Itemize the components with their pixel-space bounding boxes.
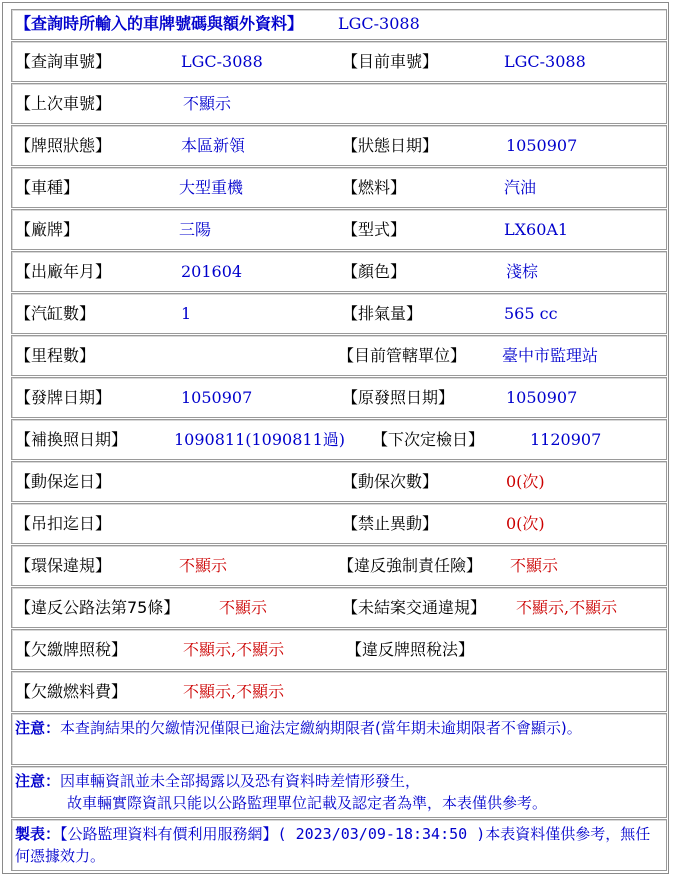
- label-brand: 【廠牌】: [15, 220, 80, 239]
- label-vehicle-type: 【車種】: [15, 178, 80, 197]
- header-row: [11, 9, 667, 40]
- note-producer-text: [15, 823, 663, 867]
- value-previous-plate: 不顯示: [183, 94, 232, 113]
- note-disclaimer: [11, 766, 667, 818]
- value-insurance-violation: 不顯示: [510, 556, 559, 575]
- value-original-license-date: 1050907: [506, 388, 578, 407]
- row-license-status: [11, 125, 667, 166]
- row-reissue-date: [11, 419, 667, 460]
- note-arrears: [11, 713, 667, 765]
- value-cylinders: 1: [181, 304, 192, 323]
- row-lien-end: [11, 461, 667, 502]
- value-status-date: 1050907: [506, 136, 578, 155]
- value-highway-act-violation: 不顯示: [219, 598, 268, 617]
- value-vehicle-type: 大型重機: [179, 178, 244, 197]
- value-reissue-date: 1090811(1090811過): [174, 430, 346, 449]
- label-cylinders: 【汽缸數】: [15, 304, 96, 323]
- label-fuel: 【燃料】: [342, 178, 407, 197]
- label-issue-date: 【發牌日期】: [15, 388, 112, 407]
- value-environment-violation: 不顯示: [179, 556, 228, 575]
- note-producer-body: 本表資料僅供參考，無任何憑據效力。: [15, 825, 651, 865]
- row-previous-plate: [11, 83, 667, 124]
- note-disclaimer-line1: 因車輛資訊並未全部揭露以及恐有資料時差情形發生，: [60, 772, 421, 790]
- row-mileage: [11, 335, 667, 376]
- note-disclaimer-text: [15, 770, 663, 814]
- value-open-traffic-violation: 不顯示,不顯示: [516, 598, 618, 617]
- label-model: 【型式】: [342, 220, 407, 239]
- value-color: 淺棕: [506, 262, 539, 281]
- label-lien-end: 【動保迄日】: [15, 472, 112, 491]
- label-insurance-violation: 【違反強制責任險】: [338, 556, 483, 575]
- value-unpaid-fuel-fee: 不顯示,不顯示: [183, 682, 285, 701]
- value-displacement: 565 cc: [504, 304, 558, 323]
- note-disclaimer-line2: 故車輛實際資訊只能以公路監理單位記載及認定者為準，本表僅供參考。: [67, 794, 548, 812]
- value-jurisdiction: 臺中市監理站: [502, 346, 599, 365]
- value-license-status: 本區新領: [181, 136, 246, 155]
- label-reissue-date: 【補換照日期】: [15, 430, 128, 449]
- row-unpaid-license-tax: [11, 629, 667, 670]
- label-status-date: 【狀態日期】: [342, 136, 439, 155]
- note-producer: [11, 819, 667, 871]
- value-unpaid-license-tax: 不顯示,不顯示: [183, 640, 285, 659]
- header-plate: LGC-3088: [338, 14, 420, 33]
- row-unpaid-fuel-fee: [11, 671, 667, 712]
- note-disclaimer-key: 注意：: [15, 772, 61, 790]
- label-mileage: 【里程數】: [15, 346, 96, 365]
- label-jurisdiction: 【目前管轄單位】: [338, 346, 467, 365]
- value-fuel: 汽油: [504, 178, 537, 197]
- note-arrears-body: 本查詢結果的欠繳情況僅限已逾法定繳納期限者(當年期未逾期限者不會顯示)。: [60, 719, 582, 737]
- note-producer-timestamp: ( 2023/03/09-18:34:50 ): [277, 825, 486, 843]
- row-environment-violation: [11, 545, 667, 586]
- label-highway-act-violation: 【違反公路法第75條】: [15, 598, 180, 617]
- label-environment-violation: 【環保違規】: [15, 556, 112, 575]
- note-arrears-text: [15, 717, 663, 739]
- value-current-plate: LGC-3088: [504, 52, 586, 71]
- note-producer-service: 【公路監理資料有價利用服務網】: [60, 825, 278, 843]
- row-highway-act-violation: [11, 587, 667, 628]
- row-plate: [11, 41, 667, 82]
- value-next-inspection: 1120907: [530, 430, 602, 449]
- row-suspension-end: [11, 503, 667, 544]
- label-lien-count: 【動保次數】: [342, 472, 439, 491]
- value-query-plate: LGC-3088: [181, 52, 263, 71]
- row-vehicle-type: [11, 167, 667, 208]
- row-brand: [11, 209, 667, 250]
- note-arrears-key: 注意：: [15, 719, 61, 737]
- label-suspension-end: 【吊扣迄日】: [15, 514, 112, 533]
- row-issue-date: [11, 377, 667, 418]
- label-license-status: 【牌照狀態】: [15, 136, 112, 155]
- label-displacement: 【排氣量】: [342, 304, 423, 323]
- label-query-plate: 【查詢車號】: [15, 52, 112, 71]
- value-transfer-ban: 0(次): [506, 514, 545, 533]
- value-manufacture-date: 201604: [181, 262, 243, 281]
- label-manufacture-date: 【出廠年月】: [15, 262, 112, 281]
- row-cylinders: [11, 293, 667, 334]
- value-issue-date: 1050907: [181, 388, 253, 407]
- label-color: 【顏色】: [342, 262, 407, 281]
- label-next-inspection: 【下次定檢日】: [372, 430, 485, 449]
- label-current-plate: 【目前車號】: [342, 52, 439, 71]
- value-brand: 三陽: [179, 220, 212, 239]
- label-unpaid-fuel-fee: 【欠繳燃料費】: [15, 682, 128, 701]
- value-lien-count: 0(次): [506, 472, 545, 491]
- value-model: LX60A1: [504, 220, 569, 239]
- row-manufacture-date: [11, 251, 667, 292]
- label-previous-plate: 【上次車號】: [15, 94, 112, 113]
- label-license-tax-violation: 【違反牌照稅法】: [346, 640, 475, 659]
- label-unpaid-license-tax: 【欠繳牌照稅】: [15, 640, 128, 659]
- label-open-traffic-violation: 【未結案交通違規】: [342, 598, 487, 617]
- header-title: 【查詢時所輸入的車牌號碼與額外資料】: [15, 14, 304, 33]
- label-transfer-ban: 【禁止異動】: [342, 514, 439, 533]
- note-producer-key: 製表：: [15, 825, 61, 843]
- vehicle-record-frame: [2, 2, 669, 874]
- label-original-license-date: 【原發照日期】: [342, 388, 455, 407]
